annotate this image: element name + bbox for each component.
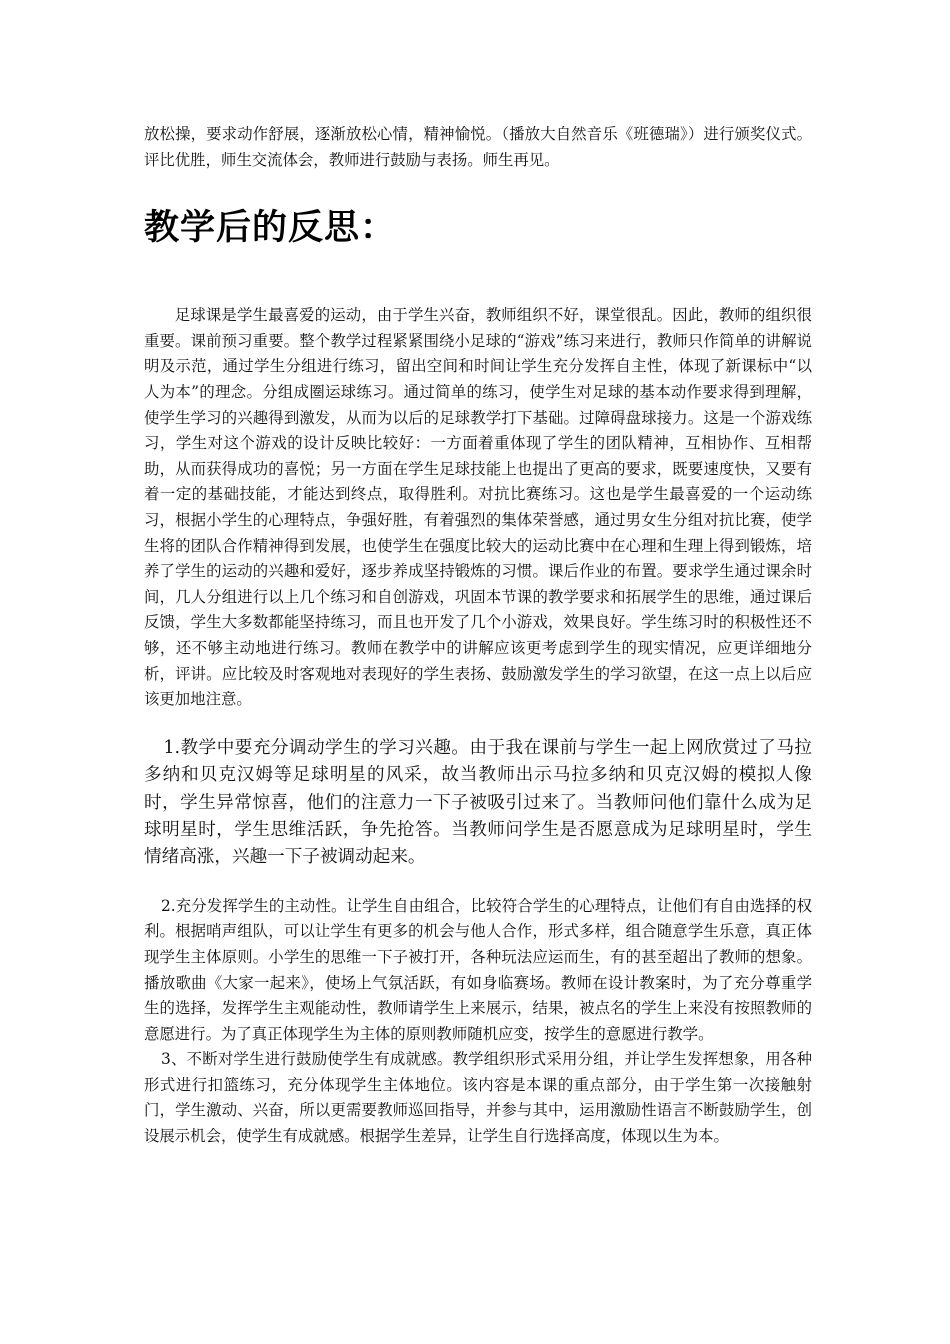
reflection-point-2: 2.充分发挥学生的主动性。让学生自由组合，比较符合学生的心理特点，让他们有自由选择的权利。根据哨声组队，可以让学生有更多的机会与他人合作，形式多样，组合随意学生乐意，真正体现学生主体原则。小学生的思维一下子被打开，各种玩法应运而生，有的甚至超出了教师的想象。播放歌曲《大家一起来》，使场上气氛活跃，有如身临赛场。教师在设计教案时，为了充分尊重学生的选择，发挥学生主观能动性，教师请学生上来展示，结果，被点名的学生上来没有按照教师的意愿进行。为了真正体现学生为主体的原则教师随机应变，按学生的意愿进行教学。 xyxy=(144,896,812,1043)
intro-paragraph: 放松操，要求动作舒展，逐渐放松心情，精神愉悦。（播放大自然音乐《班德瑞》）进行颁奖仪式。评比优胜，师生交流体会，教师进行鼓励与表扬。师生再见。 xyxy=(144,125,812,169)
reflection-point-1: 1.教学中要充分调动学生的学习兴趣。由于我在课前与学生一起上网欣赏过了马拉多纳和贝克汉姆等足球明星的风采，故当教师出示马拉多纳和贝克汉姆的模拟人像时，学生异常惊喜，他们的注意力一下子被吸引过来了。当教师问他们靠什么成为足球明星时，学生思维活跃，争先抢答。当教师问学生是否愿意成为足球明星时，学生情绪高涨，兴趣一下子被调动起来。 xyxy=(144,737,812,868)
section-heading: 教学后的反思： xyxy=(144,208,397,249)
document-page xyxy=(144,122,812,1150)
reflection-point-3: 3、不断对学生进行鼓励使学生有成就感。教学组织形式采用分组，并让学生发挥想象，用各种形式进行扣篮练习，充分体现学生主体地位。该内容是本课的重点部分，由于学生第一次接触射门，学生激动、兴奋，所以更需要教师巡回指导，并参与其中，运用激励性语言不断鼓励学生，创设展示机会，使学生有成就感。根据学生差异，让学生自行选择高度，体现以生为本。 xyxy=(144,1050,812,1146)
main-paragraph: 足球课是学生最喜爱的运动，由于学生兴奋，教师组织不好，课堂很乱。因此，教师的组织很重要。课前预习重要。整个教学过程紧紧围绕小足球的“游戏”练习来进行，教师只作简单的讲解说明及示范，通过学生分组进行练习，留出空间和时间让学生充分发挥自主性，体现了新课标中“以人为本”的理念。分组成圈运球练习。通过简单的练习，使学生对足球的基本动作要求得到理解，使学生学习的兴趣得到激发，从而为以后的足球教学打下基础。过障碍盘球接力。这是一个游戏练习，学生对这个游戏的设计反映比较好：一方面着重体现了学生的团队精神，互相协作、互相帮助，从而获得成功的喜悦；另一方面在学生足球技能上也提出了更高的要求，既要速度快，又要有着一定的基础技能，才能达到终点，取得胜利。对抗比赛练习。这也是学生最喜爱的一个运动练习，根据小学生的心理特点，争强好胜，有着强烈的集体荣誉感，通过男女生分组对抗比赛，使学生将的团队合作精神得到发展，也使学生在强度比较大的运动比赛中在心理和生理上得到锻炼，培养了学生的运动的兴趣和爱好，逐步养成坚持锻炼的习惯。课后作业的布置。要求学生通过课余时间，几人分组进行以上几个练习和自创游戏，巩固本节课的教学要求和拓展学生的思维，通过课后反馈，学生大多数都能坚持练习，而且也开发了几个小游戏，效果良好。学生练习时的积极性还不够，还不够主动地进行练习。教师在教学中的讲解应该更考虑到学生的现实情况，应更详细地分析，评讲。应比较及时客观地对表现好的学生表扬、鼓励激发学生的学习欲望，在这一点上以后应该更加地注意。 xyxy=(144,306,812,709)
spacer xyxy=(144,253,812,303)
